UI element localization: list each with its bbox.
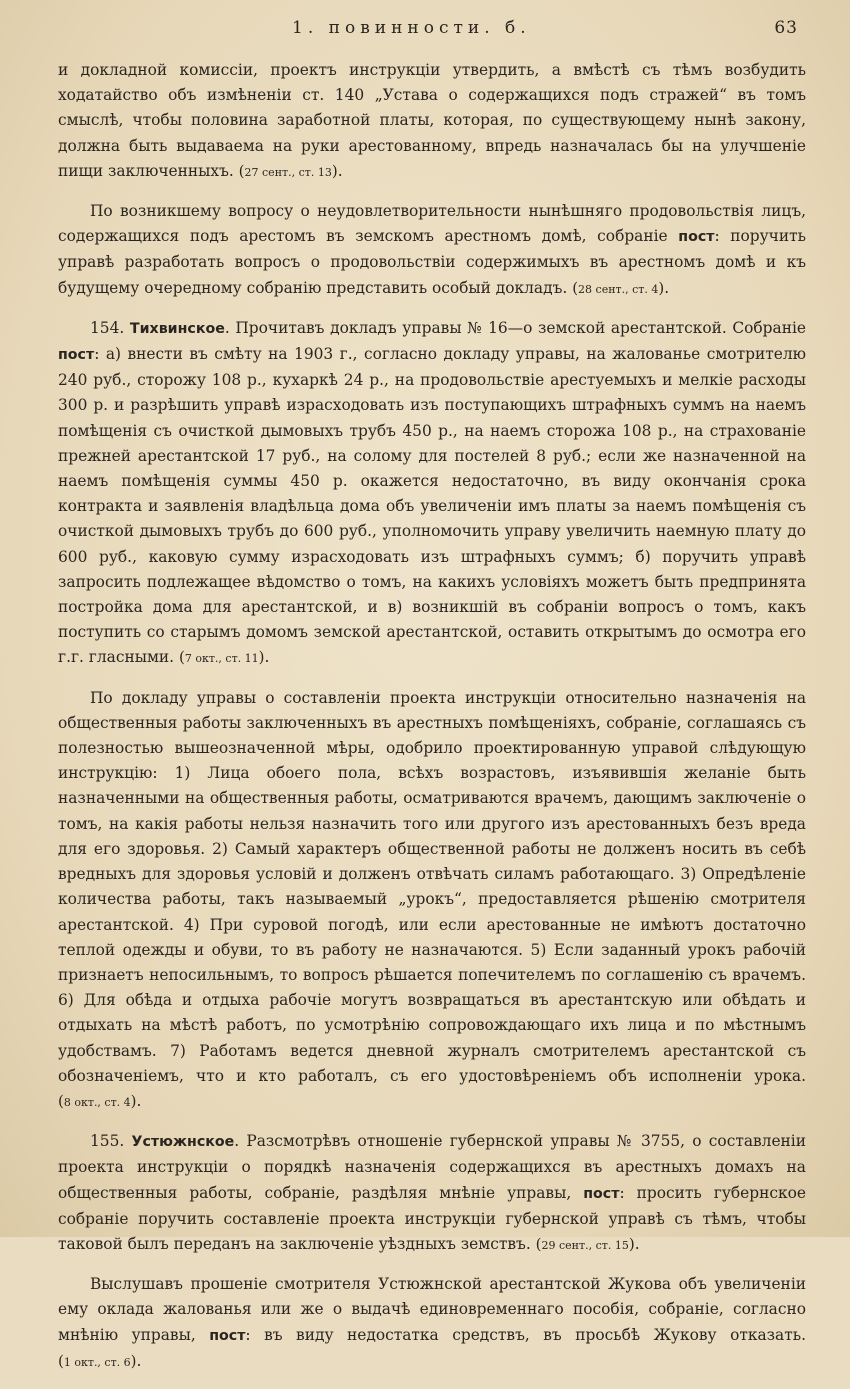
paragraph-6: Выслушавъ прошенiе смотрителя Устюжнской арестантской Жукова объ увеличенiи ему оклада жалованья или же о выдачѣ единовременнаго пособiя, собранiе, согласно мнѣнiю управы, пост: въ виду недостатка средствъ, въ просьбѣ Жукову отказать. (1 окт., ст. 6). — [58, 1275, 806, 1370]
reference: (8 окт., ст. 4) — [58, 1091, 137, 1110]
paragraph-text: : просить губернское собранiе поручить составленiе проекта инструкцiи губернской управѣ съ тѣмъ, чтобы таковой былъ переданъ на заключенiе уѣздныхъ земствъ. — [58, 1183, 806, 1253]
page-header — [60, 18, 810, 46]
resolution-marker: пост — [678, 229, 715, 246]
reference: (27 сент., ст. 13) — [238, 161, 338, 180]
section-heading: Устюжнское — [131, 1134, 235, 1151]
running-head: 1. повинности. б. — [292, 18, 531, 38]
paragraph-2: По возникшему вопросу о неудовлетворительности нынѣшняго продовольствiя лицъ, содержащихся подъ арестомъ въ земскомъ арестномъ домѣ, собранiе пост: поручить управѣ разработать вопросъ о продовольствiи содержимыхъ въ арестномъ домѣ и къ будущему очередному собранiю представить особый докладъ. (28 сент., ст. 4). — [58, 202, 806, 297]
page-number: 63 — [774, 18, 798, 38]
paragraph-text: . Прочитавъ докладъ управы № 16—о земской арестантской. Собранiе — [224, 318, 806, 337]
reference: (1 окт., ст. 6) — [58, 1351, 137, 1370]
page-body — [58, 58, 806, 1389]
paragraph-155: 155. Устюжнское. Разсмотрѣвъ отношенiе губернской управы № 3755, о составленiи проекта инструкцiи о порядкѣ назначенiя содержащихся въ арестныхъ домахъ на общественныя работы, собранiе, раздѣляя мнѣнiе управы, пост: просить губернское собранiе поручить составленiе проекта инструкцiи губернской управѣ съ тѣмъ, чтобы таковой былъ переданъ на заключенiе уѣздныхъ земствъ. (29 сент., ст. 15). — [58, 1132, 806, 1253]
paragraph-text: и докладной комиссiи, проектъ инструкцiи утвердить, а вмѣстѣ съ тѣмъ возбудить ходатайство объ измѣненiи ст. 140 „Устава о содержащихся подъ стражей“ въ томъ смыслѣ, чтобы половина заработной платы, которая, по существующему нынѣ закону, должна быть выдаваема на руки арестованному, впредь назначалась бы на улучшенiе пищи заключенныхъ. — [58, 61, 806, 180]
paragraph-1: и докладной комиссiи, проектъ инструкцiи утвердить, а вмѣстѣ съ тѣмъ возбудить ходатайство объ измѣненiи ст. 140 „Устава о содержащихся подъ стражей“ въ томъ смыслѣ, чтобы половина заработной платы, которая, по существующему нынѣ закону, должна быть выдаваема на руки арестованному, впредь назначалась бы на улучшенiе пищи заключенныхъ. (27 сент., ст. 13). — [58, 61, 806, 180]
paragraph-text: Выслушавъ прошенiе смотрителя Устюжнской арестантской Жукова объ увеличенiи ему оклада жалованья или же о выдачѣ единовременнаго пособiя, собранiе, согласно мнѣнiю управы, — [58, 1275, 806, 1344]
paragraph-text: По докладу управы о составленiи проекта инструкцiи относительно назначенiя на общественныя работы заключенныхъ въ арестныхъ помѣщенiяхъ, собранiе, соглашаясь съ полезностью вышеозначенной мѣры, одобрило проектированную управой слѣдующую инструкцiю: 1) Лица обоего пола, всѣхъ возрастовъ, изъявившiя желанiе быть назначенными на общественныя работы, осматриваются врачемъ, дающимъ заключенiе о томъ, на какiя работы нельзя назначить того или другого изъ арестованныхъ безъ вреда для его здоровья. 2) Самый характеръ общественной работы не долженъ носить въ себѣ вредныхъ для здоровья условiй и долженъ отвѣчать силамъ работающаго. 3) Опредѣленiе количества работы, такъ называемый „урокъ“, предоставляется рѣшенiю смотрителя арестантской. 4) При суровой погодѣ, или если арестованные не имѣютъ достаточно теплой одежды и обуви, то въ работу не назначаются. 5) Если заданный урокъ рабочiй признаетъ непосильнымъ, то вопросъ рѣшается попечителемъ по соглашенiю съ врачемъ. 6) Для обѣда и отдыха рабочiе могутъ возвращаться въ арестантскую или обѣдать и отдыхать на мѣстѣ работъ, по усмотрѣнiю сопровождающаго ихъ лица и по мѣстнымъ удобствамъ. 7) Работамъ ведется дневной журналъ смотрителемъ арестантской съ обозначенiемъ, что и кто работалъ, съ его удостовѣренiемъ объ исполненiи урока. — [58, 688, 806, 1085]
paragraph-text: : а) внести въ смѣту на 1903 г., согласно докладу управы, на жалованье смотрителю 240 руб., сторожу 108 р., кухаркѣ 24 р., на продовольствiе арестуемыхъ и мелкiе расходы 300 р. и разрѣшить управѣ израсходовать изъ поступающихъ штрафныхъ суммъ на наемъ помѣщенiя съ очисткой дымовыхъ трубъ 450 р., на наемъ сторожа 108 р., на страхованiе прежней арестантской 17 руб., на солому для постелей 8 руб.; если же назначенной на наемъ помѣщенiя суммы 450 р. окажется недостаточно, въ виду окончанiя срока контракта и заявленiя владѣльца дома объ увеличенiи имъ платы за наемъ помѣщенiя съ очисткой дымовыхъ трубъ до 600 руб., уполномочить управу увеличить наемную плату до 600 руб., каковую сумму израсходовать изъ штрафныхъ суммъ; б) поручить управѣ запросить подлежащее вѣдомство о томъ, на какихъ условiяхъ можетъ быть предпринята постройка дома для арестантской, и в) возникшiй въ собранiи вопросъ о томъ, какъ поступить со старымъ домомъ земской арестантской, оставить открытымъ до осмотра его г.г. гласными. — [58, 345, 806, 667]
paragraph-154: 154. Тихвинское. Прочитавъ докладъ управы № 16—о земской арестантской. Собранiе пост: а) внести въ смѣту на 1903 г., согласно докладу управы, на жалованье смотрителю 240 руб., сторожу 108 р., кухаркѣ 24 р., на продовольствiе арестуемыхъ и мелкiе расходы 300 р. и разрѣшить управѣ израсходовать изъ поступающихъ штрафныхъ суммъ на наемъ помѣщенiя съ очисткой дымовыхъ трубъ 450 р., на наемъ сторожа 108 р., на страхованiе прежней арестантской 17 руб., на солому для постелей 8 руб.; если же назначенной на наемъ помѣщенiя суммы 450 р. окажется недостаточно, въ виду окончанiя срока контракта и заявленiя владѣльца дома объ увеличенiи имъ платы за наемъ помѣщенiя съ очисткой дымовыхъ трубъ до 600 руб., уполномочить управу увеличить наемную плату до 600 руб., каковую сумму израсходовать изъ штрафныхъ суммъ; б) поручить управѣ запросить подлежащее вѣдомство о томъ, на какихъ условiяхъ можетъ быть предпринята постройка дома для арестантской, и в) возникшiй въ собранiи вопросъ о томъ, какъ поступить со старымъ домомъ земской арестантской, оставить открытымъ до осмотра его г.г. гласными. (7 окт., ст. 11). — [58, 318, 806, 667]
paragraph-text: . Разсмотрѣвъ отношенiе губернской управы № 3755, о составленiи проекта инструкцiи о порядкѣ назначенiя содержащихся въ арестныхъ домахъ на общественныя работы, собранiе, раздѣляя мнѣнiе управы, — [58, 1132, 806, 1202]
resolution-marker: пост — [58, 347, 95, 364]
paragraph-text: По возникшему вопросу о неудовлетворительности нынѣшняго продовольствiя лицъ, содержащихся подъ арестомъ въ земскомъ арестномъ домѣ, собранiе — [58, 202, 806, 246]
section-heading: Тихвинское — [129, 320, 225, 337]
resolution-marker: пост — [583, 1185, 620, 1202]
paragraph-4: По докладу управы о составленiи проекта инструкцiи относительно назначенiя на общественныя работы заключенныхъ въ арестныхъ помѣщенiяхъ, собранiе, соглашаясь съ полезностью вышеозначенной мѣры, одобрило проектированную управой слѣдующую инструкцiю: 1) Лица обоего пола, всѣхъ возрастовъ, изъявившiя желанiе быть назначенными на общественныя работы, осматриваются врачемъ, дающимъ заключенiе о томъ, на какiя работы нельзя назначить того или другого изъ арестованныхъ безъ вреда для его здоровья. 2) Самый характеръ общественной работы не долженъ носить въ себѣ вредныхъ для здоровья условiй и долженъ отвѣчать силамъ работающаго. 3) Опредѣленiе количества работы, такъ называемый „урокъ“, предоставляется рѣшенiю смотрителя арестантской. 4) При суровой погодѣ, или если арестованные не имѣютъ достаточно теплой одежды и обуви, то въ работу не назначаются. 5) Если заданный урокъ рабочiй признаетъ непосильнымъ, то вопросъ рѣшается попечителемъ по соглашенiю съ врачемъ. 6) Для обѣда и отдыха рабочiе могутъ возвращаться въ арестантскую или обѣдать и отдыхать на мѣстѣ работъ, по усмотрѣнiю сопровождающаго ихъ лица и по мѣстнымъ удобствамъ. 7) Работамъ ведется дневной журналъ смотрителемъ арестантской съ обозначенiемъ, что и кто работалъ, съ его удостовѣренiемъ объ исполненiи урока. (8 окт., ст. 4). — [58, 688, 806, 1110]
reference: (29 сент., ст. 15) — [535, 1234, 635, 1253]
item-number: 155. — [90, 1132, 125, 1151]
paragraph-text: : поручить управѣ разработать вопросъ о продовольствiи содержимыхъ въ арестномъ домѣ и къ будущему очередному собранiю представить особый докладъ. — [58, 227, 806, 297]
paragraph-text: : въ виду недостатка средствъ, въ просьбѣ Жукову отказать. — [245, 1325, 806, 1344]
reference: (7 окт., ст. 11) — [178, 648, 265, 667]
reference: (28 сент., ст. 4) — [572, 278, 665, 297]
resolution-marker: пост — [209, 1327, 246, 1344]
item-number: 154. — [90, 318, 125, 337]
